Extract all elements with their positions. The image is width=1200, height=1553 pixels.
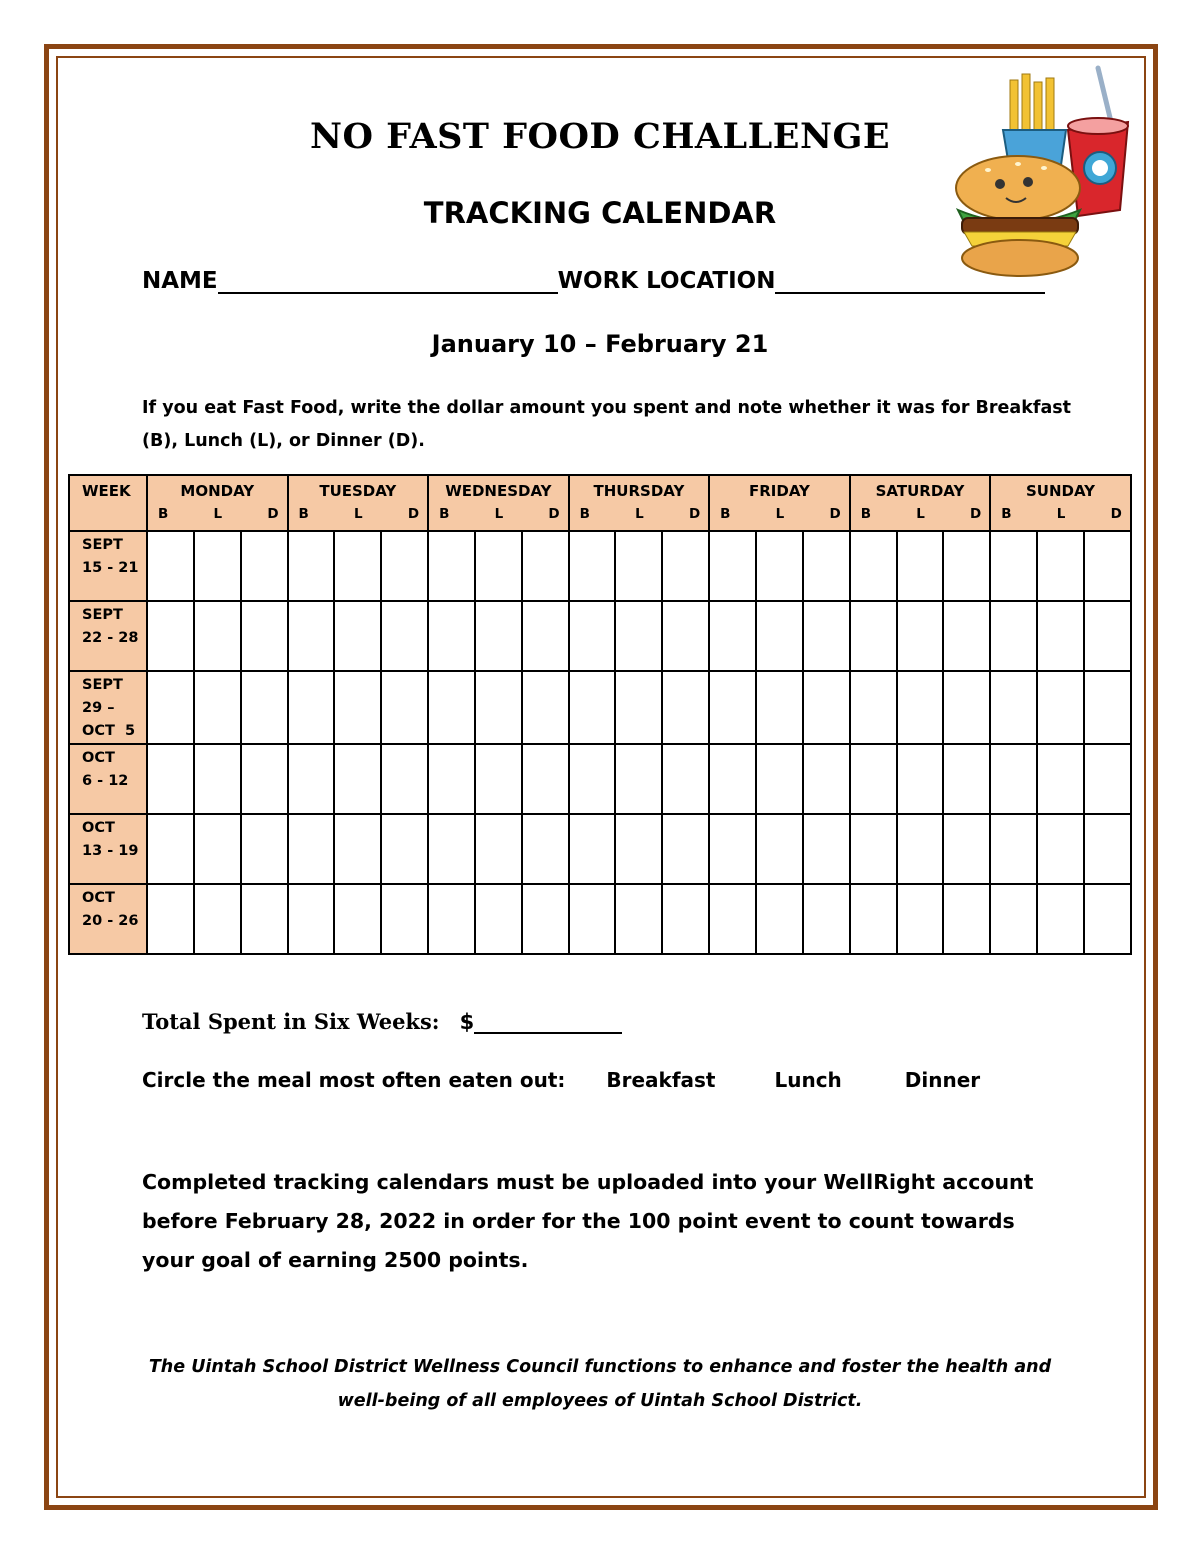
meal-entry-cell[interactable]: [1037, 531, 1084, 601]
meal-entry-cell[interactable]: [662, 671, 709, 744]
meal-entry-cell[interactable]: [662, 744, 709, 814]
week-label-line: 13 - 19: [82, 843, 139, 859]
meal-entry-cell[interactable]: [1037, 671, 1084, 744]
week-row: [69, 671, 1131, 744]
tracking-calendar-table: [68, 474, 1132, 955]
week-label: [69, 744, 147, 814]
meal-entry-cell[interactable]: [615, 814, 662, 884]
calendar-header-row: [69, 475, 1131, 531]
meal-entry-cell[interactable]: [334, 601, 381, 671]
meal-entry-cell[interactable]: [990, 744, 1037, 814]
meal-letter: L: [775, 506, 785, 522]
meal-entry-cell[interactable]: [850, 814, 897, 884]
week-row: [69, 531, 1131, 601]
meal-entry-cell[interactable]: [803, 884, 850, 954]
meal-entry-cell[interactable]: [522, 884, 569, 954]
meal-entry-cell[interactable]: [897, 531, 944, 601]
day-label: SUNDAY: [1026, 482, 1096, 500]
meal-letter: L: [213, 506, 223, 522]
week-label: [69, 884, 147, 954]
meal-entry-cell[interactable]: [147, 744, 194, 814]
meal-entry-cell[interactable]: [756, 531, 803, 601]
meal-entry-cell[interactable]: [334, 884, 381, 954]
meal-entry-cell[interactable]: [569, 671, 616, 744]
week-row: [69, 814, 1131, 884]
meal-letter: D: [267, 506, 279, 522]
meal-letter: B: [298, 506, 309, 522]
meal-entry-cell[interactable]: [756, 884, 803, 954]
week-label-line: 22 - 28: [82, 630, 139, 646]
meal-entry-cell[interactable]: [147, 531, 194, 601]
meal-entry-cell[interactable]: [803, 601, 850, 671]
meal-entry-cell[interactable]: [194, 531, 241, 601]
total-spent-field[interactable]: [474, 1008, 622, 1034]
week-column-header: WEEK: [69, 475, 147, 531]
meal-entry-cell[interactable]: [569, 601, 616, 671]
meal-entry-cell[interactable]: [990, 814, 1037, 884]
meal-entry-cell[interactable]: [147, 601, 194, 671]
meal-letters: [710, 500, 849, 522]
meal-entry-cell[interactable]: [1084, 531, 1131, 601]
meal-entry-cell[interactable]: [662, 884, 709, 954]
meal-entry-cell[interactable]: [1084, 671, 1131, 744]
meal-entry-cell[interactable]: [428, 671, 475, 744]
meal-entry-cell[interactable]: [990, 531, 1037, 601]
day-header-saturday: [850, 475, 991, 531]
meal-entry-cell[interactable]: [381, 601, 428, 671]
week-row: [69, 601, 1131, 671]
meal-entry-cell[interactable]: [428, 601, 475, 671]
instructions: If you eat Fast Food, write the dollar amount you spent and note whether it was for Breakfast (B), Lunch (L), or Dinner (D).: [142, 398, 1072, 451]
meal-entry-cell[interactable]: [147, 884, 194, 954]
meal-entry-cell[interactable]: [194, 814, 241, 884]
meal-entry-cell[interactable]: [194, 744, 241, 814]
day-label: WEDNESDAY: [445, 482, 552, 500]
meal-entry-cell[interactable]: [522, 531, 569, 601]
meal-entry-cell[interactable]: [1084, 884, 1131, 954]
meal-entry-cell[interactable]: [1037, 884, 1084, 954]
meal-entry-cell[interactable]: [288, 601, 335, 671]
day-header-sunday: [990, 475, 1131, 531]
footer-mission-statement: [0, 1350, 1200, 1418]
meal-entry-cell[interactable]: [334, 744, 381, 814]
meal-entry-cell[interactable]: [803, 814, 850, 884]
date-range: January 10 – February 21: [431, 330, 769, 358]
meal-letter: D: [548, 506, 560, 522]
meal-letter: B: [1001, 506, 1012, 522]
meal-entry-cell[interactable]: [897, 601, 944, 671]
day-header-monday: [147, 475, 288, 531]
meal-letter: L: [1056, 506, 1066, 522]
meal-entry-cell[interactable]: [756, 744, 803, 814]
week-label: [69, 814, 147, 884]
meal-entry-cell[interactable]: [475, 744, 522, 814]
meal-entry-cell[interactable]: [428, 531, 475, 601]
meal-entry-cell[interactable]: [615, 601, 662, 671]
meal-entry-cell[interactable]: [850, 884, 897, 954]
meal-entry-cell[interactable]: [1037, 814, 1084, 884]
meal-entry-cell[interactable]: [990, 601, 1037, 671]
meal-entry-cell[interactable]: [522, 744, 569, 814]
meal-entry-cell[interactable]: [615, 884, 662, 954]
meal-letter: L: [494, 506, 504, 522]
meal-letter: L: [635, 506, 644, 522]
meal-entry-cell[interactable]: [897, 884, 944, 954]
total-spent-label: Total Spent in Six Weeks:: [142, 1009, 440, 1034]
meal-entry-cell[interactable]: [897, 744, 944, 814]
meal-entry-cell[interactable]: [803, 531, 850, 601]
meal-entry-cell[interactable]: [1037, 744, 1084, 814]
meal-entry-cell[interactable]: [1084, 601, 1131, 671]
meal-entry-cell[interactable]: [756, 671, 803, 744]
meal-entry-cell[interactable]: [662, 531, 709, 601]
meal-entry-cell[interactable]: [615, 531, 662, 601]
meal-letter: B: [579, 506, 590, 522]
meal-entry-cell[interactable]: [990, 884, 1037, 954]
meal-letter: L: [916, 506, 925, 522]
footer-line-2: well-being of all employees of Uintah School District.: [337, 1391, 863, 1411]
meal-letter: B: [720, 506, 731, 522]
meal-entry-cell[interactable]: [288, 531, 335, 601]
meal-entry-cell[interactable]: [522, 671, 569, 744]
work-location-field[interactable]: [775, 266, 1045, 294]
meal-entry-cell[interactable]: [709, 744, 756, 814]
meal-entry-cell[interactable]: [194, 884, 241, 954]
meal-letters: [429, 500, 568, 522]
meal-letters: [570, 500, 709, 522]
meal-entry-cell[interactable]: [381, 531, 428, 601]
day-header-tuesday: [288, 475, 429, 531]
day-label: THURSDAY: [593, 482, 685, 500]
meal-entry-cell[interactable]: [241, 814, 288, 884]
week-label: [69, 601, 147, 671]
meal-entry-cell[interactable]: [241, 601, 288, 671]
day-header-wednesday: [428, 475, 569, 531]
circle-meal-line: [142, 1068, 980, 1092]
meal-entry-cell[interactable]: [569, 531, 616, 601]
meal-entry-cell[interactable]: [288, 671, 335, 744]
meal-letter: D: [688, 506, 701, 522]
meal-entry-cell[interactable]: [709, 884, 756, 954]
meal-entry-cell[interactable]: [662, 814, 709, 884]
option-lunch[interactable]: Lunch: [774, 1068, 842, 1092]
meal-entry-cell[interactable]: [334, 814, 381, 884]
meal-entry-cell[interactable]: [662, 601, 709, 671]
meal-entry-cell[interactable]: [428, 884, 475, 954]
week-label-line: OCT: [82, 820, 115, 836]
meal-entry-cell[interactable]: [569, 814, 616, 884]
meal-entry-cell[interactable]: [241, 671, 288, 744]
meal-entry-cell[interactable]: [709, 531, 756, 601]
week-label-line: SEPT: [82, 607, 123, 623]
meal-entry-cell[interactable]: [241, 884, 288, 954]
meal-letter: D: [407, 506, 420, 522]
meal-entry-cell[interactable]: [194, 601, 241, 671]
day-label: SATURDAY: [875, 482, 965, 500]
meal-entry-cell[interactable]: [1037, 601, 1084, 671]
meal-entry-cell[interactable]: [288, 814, 335, 884]
meal-entry-cell[interactable]: [990, 671, 1037, 744]
name-field[interactable]: [218, 266, 558, 294]
meal-entry-cell[interactable]: [615, 671, 662, 744]
meal-letter: D: [829, 506, 841, 522]
meal-entry-cell[interactable]: [475, 531, 522, 601]
meal-entry-cell[interactable]: [850, 601, 897, 671]
week-label-line: OCT: [82, 750, 115, 766]
meal-entry-cell[interactable]: [850, 671, 897, 744]
week-label-line: OCT 5: [82, 723, 136, 739]
meal-entry-cell[interactable]: [709, 814, 756, 884]
name-label: NAME: [142, 268, 218, 294]
footer-line-1: The Uintah School District Wellness Council functions to enhance and foster the health and: [148, 1357, 1052, 1377]
meal-entry-cell[interactable]: [522, 814, 569, 884]
meal-entry-cell[interactable]: [709, 671, 756, 744]
calendar-body: [69, 531, 1131, 954]
meal-entry-cell[interactable]: [428, 744, 475, 814]
day-label: MONDAY: [180, 482, 255, 500]
meal-entry-cell[interactable]: [850, 531, 897, 601]
meal-entry-cell[interactable]: [1084, 814, 1131, 884]
meal-entry-cell[interactable]: [381, 671, 428, 744]
meal-entry-cell[interactable]: [756, 601, 803, 671]
week-row: [69, 744, 1131, 814]
currency-symbol: $: [459, 1010, 475, 1034]
meal-entry-cell[interactable]: [522, 601, 569, 671]
meal-entry-cell[interactable]: [943, 531, 990, 601]
week-label-line: 6 - 12: [82, 773, 129, 789]
meal-entry-cell[interactable]: [241, 744, 288, 814]
meal-entry-cell[interactable]: [428, 814, 475, 884]
meal-letter: L: [354, 506, 363, 522]
meal-entry-cell[interactable]: [569, 884, 616, 954]
meal-letter: B: [158, 506, 169, 522]
circle-meal-label: Circle the meal most often eaten out:: [142, 1068, 566, 1092]
meal-entry-cell[interactable]: [381, 744, 428, 814]
meal-entry-cell[interactable]: [756, 814, 803, 884]
meal-entry-cell[interactable]: [288, 884, 335, 954]
meal-letters: [851, 500, 990, 522]
fast-food-illustration-icon: [948, 60, 1138, 280]
meal-entry-cell[interactable]: [615, 744, 662, 814]
meal-letter: B: [439, 506, 450, 522]
day-header-friday: [709, 475, 850, 531]
week-label-line: 29 –: [82, 700, 115, 716]
week-label: [69, 531, 147, 601]
meal-entry-cell[interactable]: [943, 884, 990, 954]
meal-letters: [148, 500, 287, 522]
meal-entry-cell[interactable]: [334, 671, 381, 744]
meal-entry-cell[interactable]: [897, 814, 944, 884]
meal-entry-cell[interactable]: [288, 744, 335, 814]
meal-entry-cell[interactable]: [803, 671, 850, 744]
name-location-line: [142, 266, 1045, 294]
meal-entry-cell[interactable]: [803, 744, 850, 814]
meal-entry-cell[interactable]: [147, 671, 194, 744]
meal-entry-cell[interactable]: [241, 531, 288, 601]
meal-letters: [289, 500, 428, 522]
meal-entry-cell[interactable]: [475, 884, 522, 954]
meal-entry-cell[interactable]: [475, 601, 522, 671]
meal-letter: D: [1110, 506, 1122, 522]
day-header-thursday: [569, 475, 710, 531]
meal-letter: D: [970, 506, 982, 522]
week-label: [69, 671, 147, 744]
page-title: NO FAST FOOD CHALLENGE: [309, 116, 891, 157]
meal-entry-cell[interactable]: [709, 601, 756, 671]
option-breakfast[interactable]: Breakfast: [606, 1068, 716, 1092]
meal-entry-cell[interactable]: [381, 884, 428, 954]
completion-note: Completed tracking calendars must be uploaded into your WellRight account before February 28, 2022 in order for the 100 point event to count towards your goal of earning 2500 points.: [142, 1170, 1034, 1272]
week-row: [69, 884, 1131, 954]
meal-letter: B: [860, 506, 872, 522]
meal-entry-cell[interactable]: [1084, 744, 1131, 814]
meal-entry-cell[interactable]: [943, 744, 990, 814]
meal-entry-cell[interactable]: [475, 814, 522, 884]
meal-entry-cell[interactable]: [850, 744, 897, 814]
meal-entry-cell[interactable]: [381, 814, 428, 884]
page-subtitle: TRACKING CALENDAR: [423, 196, 777, 230]
day-label: TUESDAY: [319, 482, 397, 500]
meal-entry-cell[interactable]: [569, 744, 616, 814]
meal-entry-cell[interactable]: [475, 671, 522, 744]
week-label-line: 15 - 21: [82, 560, 139, 576]
day-label: FRIDAY: [749, 482, 810, 500]
week-label-line: OCT: [82, 890, 115, 906]
week-label-line: SEPT: [82, 537, 123, 553]
meal-letters: [991, 500, 1130, 522]
meal-entry-cell[interactable]: [943, 601, 990, 671]
meal-entry-cell[interactable]: [334, 531, 381, 601]
meal-entry-cell[interactable]: [943, 671, 990, 744]
work-location-label: WORK LOCATION: [557, 268, 776, 294]
meal-entry-cell[interactable]: [147, 814, 194, 884]
week-label-line: 20 - 26: [82, 913, 139, 929]
option-dinner[interactable]: Dinner: [904, 1068, 981, 1092]
total-spent-line: [142, 1008, 622, 1034]
meal-entry-cell[interactable]: [897, 671, 944, 744]
meal-entry-cell[interactable]: [943, 814, 990, 884]
week-label-line: SEPT: [82, 677, 123, 693]
meal-entry-cell[interactable]: [194, 671, 241, 744]
